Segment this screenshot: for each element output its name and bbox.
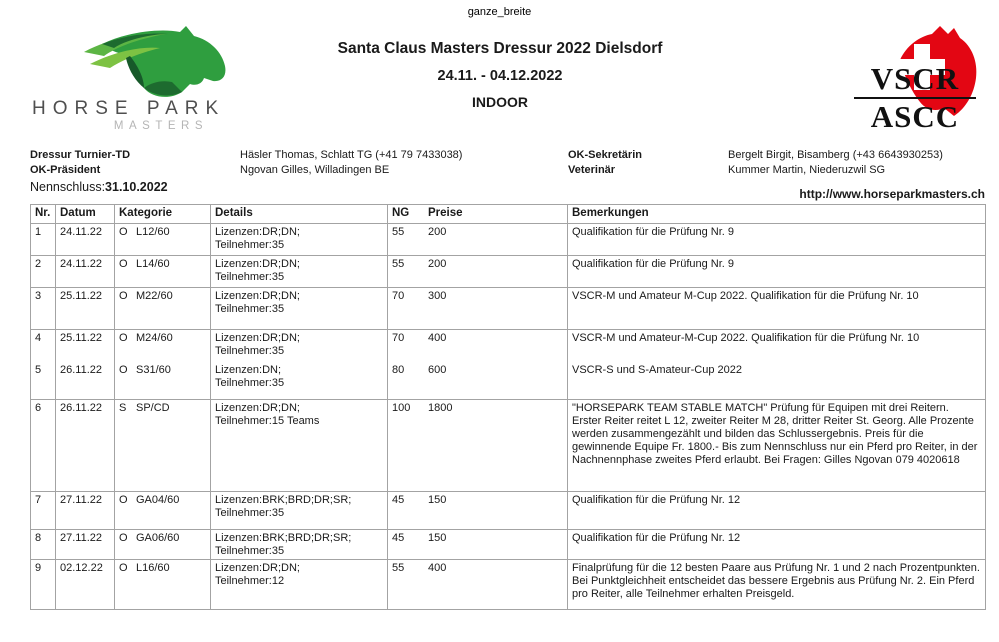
cell-bemerkungen: Qualifikation für die Prüfung Nr. 12 [568,530,986,560]
contact-value: Häsler Thomas, Schlatt TG (+41 79 7433038) [240,149,463,161]
col-header-ng-preise [388,205,568,224]
col-header-nr: Nr. [31,205,56,224]
event-title: Santa Claus Masters Dressur 2022 Dielsdorf [337,40,663,57]
cell-nr: 1 [31,224,56,256]
cell-kategorie: O GA06/60 [115,530,211,560]
cell-details: Lizenzen:DR;DN; Teilnehmer:35 [211,224,388,256]
cell-ng-preise: 45 150 [388,492,568,530]
cell-nr: 6 [31,400,56,492]
col-header-datum: Datum [56,205,115,224]
cell-ng-preise: 70 400 [388,330,568,362]
table-row [31,400,986,492]
vscr-logo-text [854,62,976,135]
entry-deadline [30,180,168,194]
cell-datum: 25.11.22 [56,288,115,330]
table-header-row [31,205,986,224]
horsepark-logo-subtext: MASTERS [113,120,208,132]
cell-datum: 24.11.22 [56,224,115,256]
entry-deadline-value: 31.10.2022 [105,180,168,194]
cell-bemerkungen: Qualifikation für die Prüfung Nr. 12 [568,492,986,530]
cell-ng-preise: 100 1800 [388,400,568,492]
event-title-block [250,40,750,110]
cell-bemerkungen: Qualifikation für die Prüfung Nr. 9 [568,256,986,288]
vscr-logo [852,26,980,138]
cell-nr: 3 [31,288,56,330]
table-row [31,256,986,288]
col-header-bemerkungen: Bemerkungen [568,205,986,224]
cell-bemerkungen: Qualifikation für die Prüfung Nr. 9 [568,224,986,256]
cell-nr: 4 [31,330,56,362]
cell-nr: 2 [31,256,56,288]
cell-ng-preise: 70 300 [388,288,568,330]
cell-kategorie: S SP/CD [115,400,211,492]
table-row [31,492,986,530]
cell-bemerkungen: Finalprüfung für die 12 besten Paare aus Prüfung Nr. 1 und 2 nach Prozentpunkten. Bei Punktgleichheit entscheidet das bessere Ergebnis aus Prüfung Nr. 2. Ein Pferd pro Reiter, alle Teilnehmer erhalten Preisgeld. [568,560,986,610]
contacts-section [30,148,985,178]
cell-datum: 26.11.22 [56,362,115,400]
cell-bemerkungen: VSCR-M und Amateur-M-Cup 2022. Qualifikation für die Prüfung Nr. 10 [568,330,986,362]
cell-details: Lizenzen:DR;DN; Teilnehmer:35 [211,256,388,288]
col-header-preise: Preise [428,207,463,219]
event-venue: INDOOR [472,94,528,110]
cell-datum: 27.11.22 [56,492,115,530]
cell-nr: 9 [31,560,56,610]
table-row [31,362,986,400]
cell-datum: 27.11.22 [56,530,115,560]
cell-details: Lizenzen:DN; Teilnehmer:35 [211,362,388,400]
cell-details: Lizenzen:DR;DN; Teilnehmer:12 [211,560,388,610]
vscr-logo-line2: ASCC [870,99,960,134]
cell-kategorie: O GA04/60 [115,492,211,530]
cell-nr: 5 [31,362,56,400]
cell-kategorie: O L12/60 [115,224,211,256]
cell-ng-preise: 55 200 [388,256,568,288]
vscr-logo-line1: VSCR [854,62,976,99]
contact-label: OK-Präsident [30,164,101,176]
cell-details: Lizenzen:DR;DN; Teilnehmer:35 [211,288,388,330]
horsepark-logo-text: HORSE PARK [32,98,226,119]
cell-ng-preise: 80 600 [388,362,568,400]
table-row [31,224,986,256]
cell-kategorie: O M24/60 [115,330,211,362]
cell-bemerkungen: VSCR-S und S-Amateur-Cup 2022 [568,362,986,400]
page-top-label: ganze_breite [467,6,532,18]
entry-deadline-label: Nennschluss: [30,180,106,194]
table-row [31,560,986,610]
cell-datum: 02.12.22 [56,560,115,610]
event-date-range: 24.11. - 04.12.2022 [437,68,563,84]
cell-ng-preise: 55 400 [388,560,568,610]
cell-kategorie: O L14/60 [115,256,211,288]
cell-details: Lizenzen:BRK;BRD;DR;SR; Teilnehmer:35 [211,530,388,560]
cell-bemerkungen: "HORSEPARK TEAM STABLE MATCH" Prüfung für Equipen mit drei Reitern. Erster Reiter reitet L 12, zweiter Reiter M 28, dritter Reiter St. Georg. Alle Prozente werden zusammengezählt und bilden das Schlussergebnis. Preis für die gewinnende Equipe Fr. 1800.- Bis zum Nennschluss nur ein Pferd pro Reiter, in der Nachnennphase zweites Pferd erlaubt. Bei Fragen: Gilles Ngovan 079 4020618 [568,400,986,492]
table-row [31,530,986,560]
cell-datum: 26.11.22 [56,400,115,492]
contact-value: Ngovan Gilles, Willadingen BE [240,164,390,176]
cell-nr: 7 [31,492,56,530]
contact-label: Veterinär [568,164,616,176]
cell-ng-preise: 55 200 [388,224,568,256]
cell-datum: 25.11.22 [56,330,115,362]
website-link[interactable]: http://www.horseparkmasters.ch [799,187,985,201]
contact-value: Bergelt Birgit, Bisamberg (+43 6643930253) [728,149,943,161]
col-header-kategorie: Kategorie [115,205,211,224]
horsepark-logo [30,26,235,138]
col-header-ng: NG [392,207,410,219]
horsepark-horse-head-icon [82,26,232,100]
cell-datum: 24.11.22 [56,256,115,288]
events-table [30,204,986,610]
contact-value: Kummer Martin, Niederuzwil SG [728,164,886,176]
contact-label: Dressur Turnier-TD [30,149,131,161]
cell-details: Lizenzen:BRK;BRD;DR;SR; Teilnehmer:35 [211,492,388,530]
cell-details: Lizenzen:DR;DN; Teilnehmer:15 Teams [211,400,388,492]
table-row [31,330,986,362]
cell-bemerkungen: VSCR-M und Amateur M-Cup 2022. Qualifikation für die Prüfung Nr. 10 [568,288,986,330]
cell-details: Lizenzen:DR;DN; Teilnehmer:35 [211,330,388,362]
cell-ng-preise: 45 150 [388,530,568,560]
cell-kategorie: O S31/60 [115,362,211,400]
table-row [31,288,986,330]
contact-label: OK-Sekretärin [568,149,642,161]
cell-nr: 8 [31,530,56,560]
cell-kategorie: O M22/60 [115,288,211,330]
cell-kategorie: O L16/60 [115,560,211,610]
col-header-details: Details [211,205,388,224]
